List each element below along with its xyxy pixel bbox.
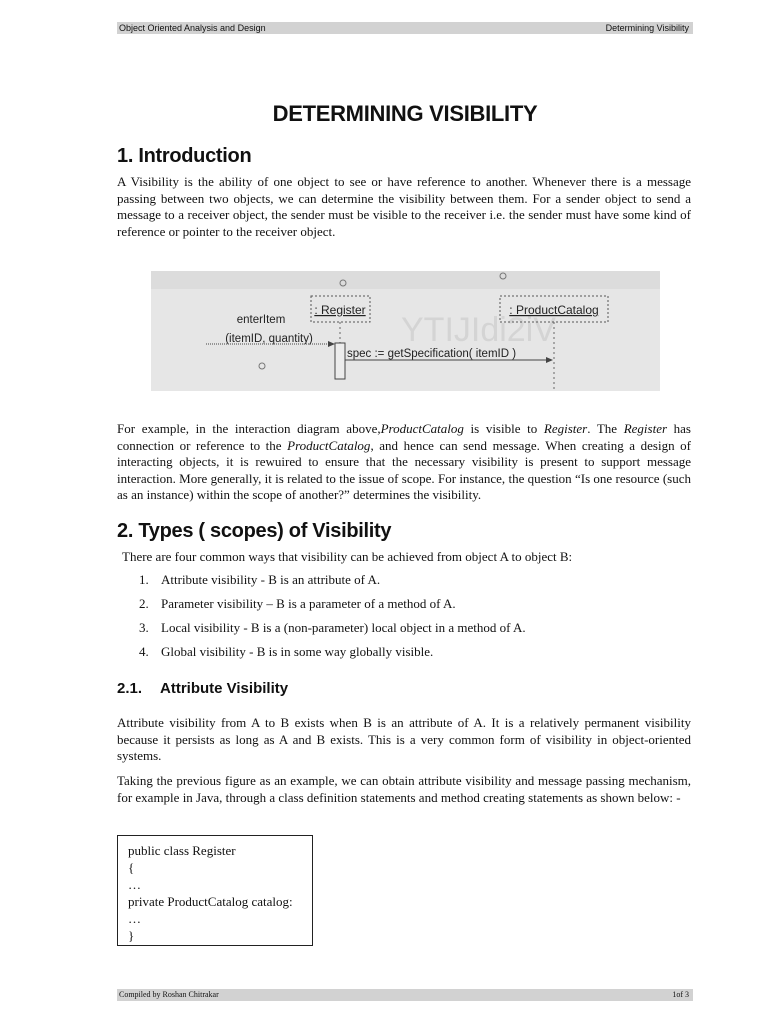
figure-watermark: YTIJIdi2iV [401, 311, 556, 349]
list-item-number: 2. [139, 596, 149, 611]
code-line: … [128, 911, 141, 926]
visibility-types-list [117, 572, 691, 668]
list-item-number: 4. [139, 644, 149, 659]
register-activation-bar [335, 343, 345, 379]
message-enteritem-name: enterItem [236, 314, 286, 326]
section-2-intro: There are four common ways that visibility can be achieved from object A to object B: [122, 549, 573, 564]
list-item [117, 596, 691, 620]
page-header [117, 22, 693, 34]
message-enteritem-args: (itemID, quantity) [225, 333, 313, 345]
code-line: } [128, 928, 135, 943]
message-getspecification: spec := getSpecification( itemID ) [347, 348, 517, 360]
example-text-1: For example, in the interaction diagram above, [117, 421, 381, 436]
attribute-example-paragraph: Taking the previous figure as an example, we can obtain attribute visibility and message passing mechanism, for example in Java, through a class definition statements and method creating statements as shown below: - [117, 773, 691, 805]
example-emphasis-productcatalog-2: ProductCatalog [287, 437, 371, 453]
list-item-text: Global visibility - B is in some way globally visible. [161, 644, 434, 659]
list-item-number: 1. [139, 572, 149, 587]
example-text-3: . The [587, 421, 624, 436]
interaction-diagram-svg [151, 271, 660, 391]
example-paragraph [117, 421, 691, 504]
register-object-label: : Register [314, 303, 366, 317]
page-footer [117, 989, 693, 1001]
list-item-text: Local visibility - B is a (non-parameter) local object in a method of A. [161, 620, 526, 635]
header-topic: Determining Visibility [605, 23, 689, 33]
list-item-number: 3. [139, 620, 149, 635]
section-2-heading: 2. Types ( scopes) of Visibility [117, 520, 392, 542]
list-item-text: Attribute visibility - B is an attribute of A. [161, 572, 381, 587]
interaction-diagram [151, 271, 660, 391]
code-line: … [128, 877, 141, 892]
example-text-5: , and hence can send message. When creating a design of interacting objects, it is rewuired to ensure that the necessary visibility is present to support message interaction. More generally, it is related to the issue of scope. For instance, the question “Is one resource (such as an instance) within the scope of another?” determines the visibility. [117, 437, 691, 502]
section-2-1-number: 2.1. [117, 680, 143, 697]
list-item [117, 644, 691, 668]
header-course-title: Object Oriented Analysis and Design [119, 23, 266, 33]
code-line: { [128, 860, 135, 875]
attribute-visibility-paragraph: Attribute visibility from A to B exists when B is an attribute of A. It is a relatively permanent visibility because it persists as long as A and B exists. This is a very common form of visibility in object-oriented systems. [117, 715, 691, 763]
footer-author: Compiled by Roshan Chitrakar [119, 990, 219, 999]
code-line: public class Register [128, 843, 236, 858]
list-item [117, 620, 691, 644]
example-emphasis-register: Register [543, 421, 588, 436]
section-2-1-title: Attribute Visibility [160, 680, 289, 697]
code-listing [117, 835, 313, 946]
page-title: DETERMINING VISIBILITY [272, 101, 538, 126]
code-line: private ProductCatalog catalog: [128, 894, 293, 909]
example-text-2: is visible to [463, 421, 544, 436]
section-2-1-heading [117, 680, 288, 697]
example-emphasis-productcatalog: ProductCatalog [380, 421, 464, 436]
intro-paragraph: A Visibility is the ability of one object to see or have reference to another. Whenever there is a message passing between two objects, we can determine the visibility between them. For a sender object to send a message to a receiver object, the sender must be visible to the receiver i.e. the sender must have some kind of reference or pointer to the receiver object. [117, 174, 691, 239]
catalog-object-label: : ProductCatalog [509, 303, 599, 317]
list-item-text: Parameter visibility – B is a parameter of a method of A. [161, 596, 456, 611]
list-item [117, 572, 691, 596]
example-text-4: has connection or reference to the [117, 421, 691, 453]
example-emphasis-register-2: Register [623, 421, 668, 436]
footer-page-number: 1of 3 [672, 990, 689, 999]
section-1-heading: 1. Introduction [117, 145, 252, 167]
